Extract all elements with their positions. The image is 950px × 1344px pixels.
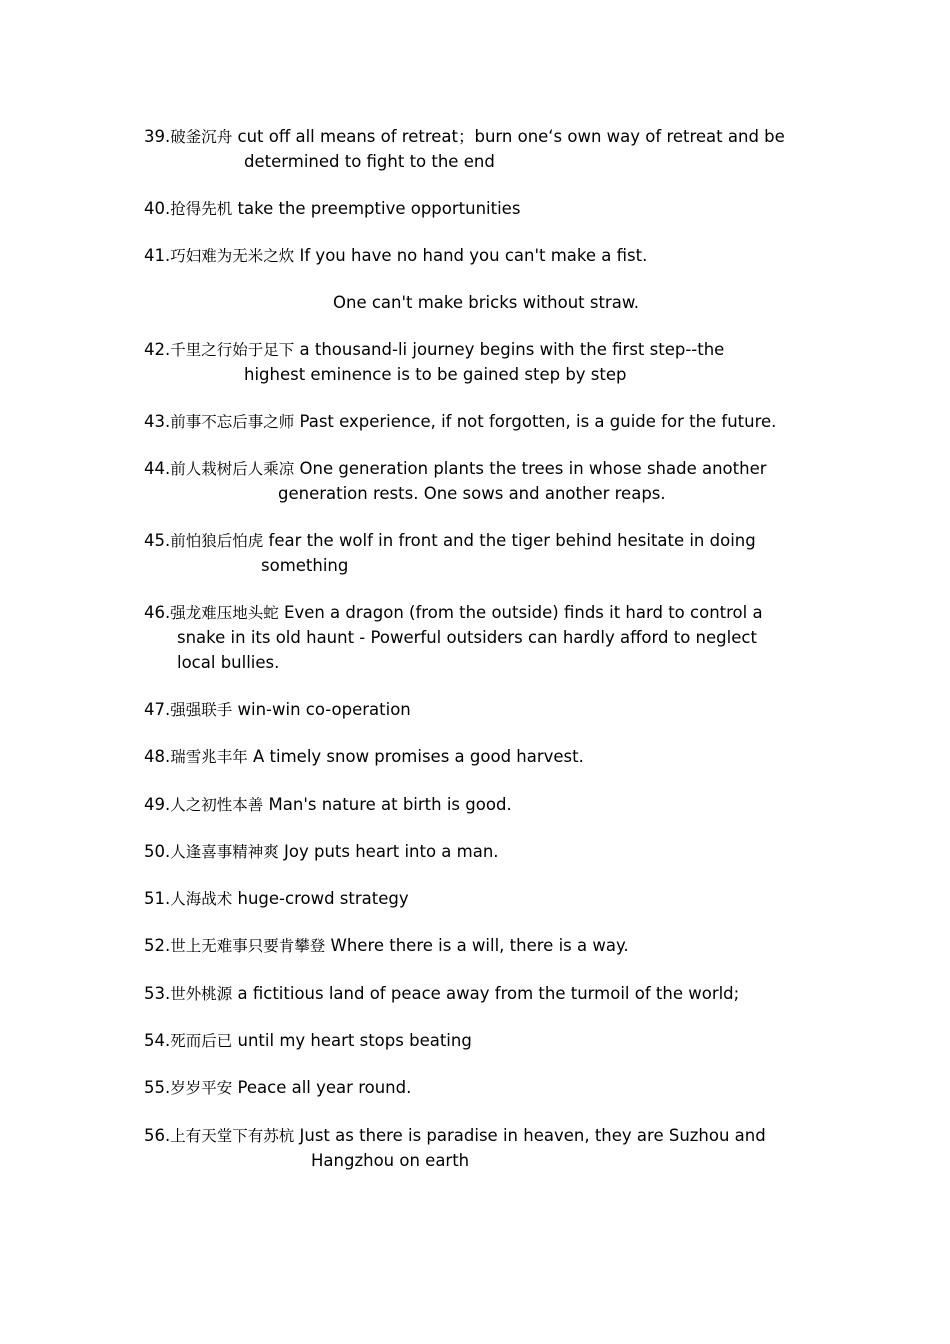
entry-number: 45. <box>144 531 171 550</box>
english-translation: take the preemptive opportunities <box>237 199 521 218</box>
entry-55-line <box>144 1078 411 1098</box>
chinese-idiom: 人海战术 <box>170 890 233 908</box>
english-translation: Even a dragon (from the outside) finds it hard to control a <box>284 603 763 622</box>
entry-number: 43. <box>144 412 171 431</box>
chinese-idiom: 人逢喜事精神爽 <box>170 843 279 861</box>
entry-46-continuation: local bullies. <box>177 653 280 672</box>
entry-44-continuation: generation rests. One sows and another reaps. <box>278 484 666 503</box>
entry-56-line <box>144 1126 766 1146</box>
entry-number: 49. <box>144 795 171 814</box>
chinese-idiom: 世外桃源 <box>170 985 233 1003</box>
entry-46-line <box>144 603 763 623</box>
chinese-idiom: 前事不忘后事之师 <box>170 413 295 431</box>
entry-number: 54. <box>144 1031 171 1050</box>
entry-41-line <box>144 246 647 266</box>
entry-41-continuation: One can't make bricks without straw. <box>333 293 640 312</box>
entry-56-continuation: Hangzhou on earth <box>311 1151 470 1170</box>
entry-42-line <box>144 340 724 360</box>
entry-48-line <box>144 747 584 767</box>
english-translation: If you have no hand you can't make a fist. <box>299 246 648 265</box>
chinese-idiom: 巧妇难为无米之炊 <box>170 247 295 265</box>
english-translation: Joy puts heart into a man. <box>284 842 499 861</box>
entry-51-line <box>144 889 409 909</box>
english-translation: a fictitious land of peace away from the turmoil of the world; <box>237 984 740 1003</box>
entry-40-line <box>144 199 520 219</box>
entry-number: 48. <box>144 747 171 766</box>
entry-number: 50. <box>144 842 171 861</box>
entry-number: 40. <box>144 199 171 218</box>
chinese-idiom: 岁岁平安 <box>170 1079 233 1097</box>
english-translation: Past experience, if not forgotten, is a guide for the future. <box>299 412 777 431</box>
entry-number: 52. <box>144 936 171 955</box>
chinese-idiom: 上有天堂下有苏杭 <box>170 1127 295 1145</box>
english-translation: Man's nature at birth is good. <box>268 795 512 814</box>
chinese-idiom: 瑞雪兆丰年 <box>170 748 248 766</box>
entry-number: 39. <box>144 127 171 146</box>
entry-53-line <box>144 984 739 1004</box>
entry-52-line <box>144 936 629 956</box>
entry-44-line <box>144 459 767 479</box>
chinese-idiom: 前怕狼后怕虎 <box>170 532 264 550</box>
entry-46-continuation: snake in its old haunt - Powerful outsiders can hardly afford to neglect <box>177 628 757 647</box>
entry-number: 56. <box>144 1126 171 1145</box>
entry-45-continuation: something <box>261 556 349 575</box>
entry-39-continuation: determined to fight to the end <box>244 152 495 171</box>
entry-45-line <box>144 531 756 551</box>
english-translation: Just as there is paradise in heaven, they are Suzhou and <box>299 1126 766 1145</box>
english-translation: fear the wolf in front and the tiger behind hesitate in doing <box>268 531 756 550</box>
english-translation: win-win co-operation <box>237 700 411 719</box>
chinese-idiom: 世上无难事只要肯攀登 <box>170 937 326 955</box>
entry-54-line <box>144 1031 472 1051</box>
english-translation: huge-crowd strategy <box>237 889 409 908</box>
entry-number: 47. <box>144 700 171 719</box>
english-translation: A timely snow promises a good harvest. <box>253 747 584 766</box>
entry-39-line <box>144 127 785 147</box>
chinese-idiom: 强龙难压地头蛇 <box>170 604 279 622</box>
chinese-idiom: 破釜沉舟 <box>170 128 233 146</box>
chinese-idiom: 前人栽树后人乘凉 <box>170 460 295 478</box>
entry-number: 42. <box>144 340 171 359</box>
chinese-idiom: 死而后已 <box>170 1032 233 1050</box>
entry-number: 55. <box>144 1078 171 1097</box>
entry-49-line <box>144 795 512 815</box>
entry-number: 46. <box>144 603 171 622</box>
chinese-idiom: 人之初性本善 <box>170 796 264 814</box>
entry-number: 53. <box>144 984 171 1003</box>
english-translation: a thousand-li journey begins with the first step--the <box>299 340 725 359</box>
entry-47-line <box>144 700 411 720</box>
english-translation: Where there is a will, there is a way. <box>330 936 629 955</box>
chinese-idiom: 千里之行始于足下 <box>170 341 295 359</box>
entry-number: 44. <box>144 459 171 478</box>
chinese-idiom: 抢得先机 <box>170 200 233 218</box>
entry-43-line <box>144 412 776 432</box>
entry-50-line <box>144 842 499 862</box>
chinese-idiom: 强强联手 <box>170 701 233 719</box>
english-translation: cut off all means of retreat；burn one‘s own way of retreat and be <box>237 127 785 146</box>
entry-number: 41. <box>144 246 171 265</box>
english-translation: until my heart stops beating <box>237 1031 472 1050</box>
english-translation: One generation plants the trees in whose shade another <box>299 459 767 478</box>
entry-number: 51. <box>144 889 171 908</box>
entry-42-continuation: highest eminence is to be gained step by step <box>244 365 627 384</box>
english-translation: Peace all year round. <box>237 1078 412 1097</box>
